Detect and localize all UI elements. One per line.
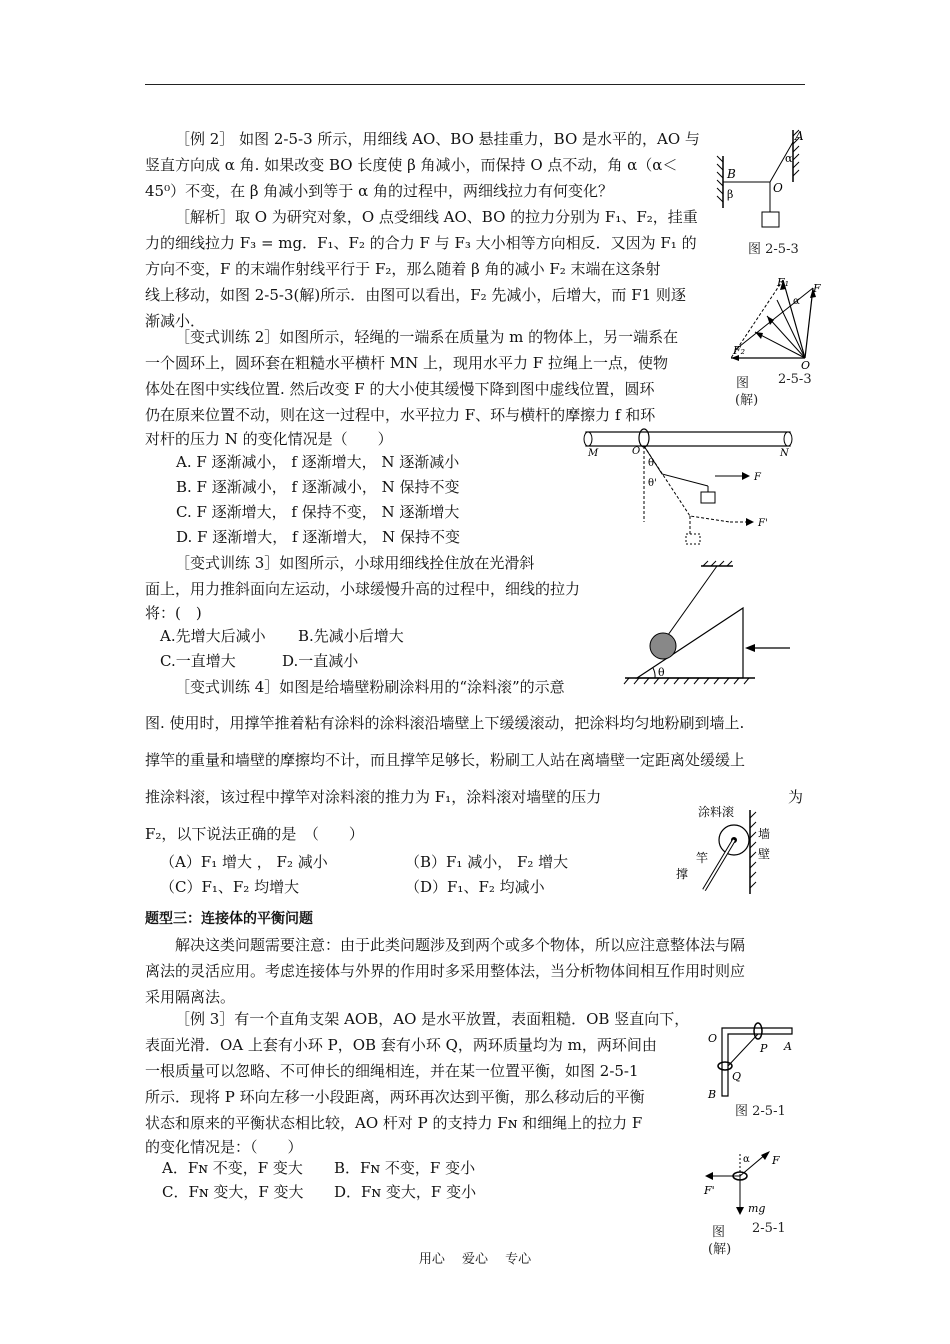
fig253s-label-alpha: α	[793, 296, 800, 307]
fig253s-caption-a: 图	[736, 376, 750, 391]
training4-line-1: ［变式训练 4］如图是给墙壁粉刷涂料用的“涂料滚”的示意	[175, 678, 565, 696]
type3-line-3: 采用隔离法。	[145, 988, 236, 1006]
figure-2-5-3	[715, 126, 810, 234]
example3-line-3: 一根质量可以忽略、不可伸长的细绳相连，并在某一位置平衡，如图 2-5-1	[145, 1062, 639, 1080]
page-footer: 用心 爱心 专心	[418, 1252, 532, 1267]
t2-label-N: N	[780, 448, 789, 459]
training4-line-4a: 推涂料滚，该过程中撑竿对涂料滚的推力为 F₁，涂料滚对墙壁的压力	[145, 788, 602, 806]
example3-line-2: 表面光滑．OA 上套有小环 P，OB 套有小环 Q，两环质量均为 m，两环间由	[145, 1036, 657, 1054]
t4-label-pole2: 竿	[696, 851, 709, 865]
fig251s-caption-a: 图	[712, 1225, 726, 1240]
training3-option-b: B.先减小后增大	[298, 627, 404, 645]
example3-option-d: D．Fɴ 变大，F 变小	[334, 1183, 477, 1201]
fig251s-label-mg: mg	[748, 1202, 766, 1215]
fig251-label-B: B	[708, 1088, 717, 1100]
training2-line-1: ［变式训练 2］如图所示，轻绳的一端系在质量为 m 的物体上，另一端系在	[175, 328, 679, 346]
training3-option-d: D.一直减小	[282, 652, 359, 670]
training4-line-3: 撑竿的重量和墙壁的摩擦均不计，而且撑竿足够长，粉刷工人站在离墙壁一定距离处缓缓上	[145, 751, 746, 769]
example3-line-1: ［例 3］有一个直角支架 AOB，AO 是水平放置，表面粗糙．OB 竖直向下，	[175, 1010, 690, 1028]
t3-label-theta: θ	[658, 666, 665, 679]
fig253s-label-F: F	[813, 282, 821, 295]
fig253s-caption-b: 2-5-3	[778, 372, 812, 387]
fig251-label-Q: Q	[732, 1070, 742, 1083]
example3-option-a: A．Fɴ 不变，F 变大	[162, 1159, 303, 1177]
fig251-caption: 图 2-5-1	[735, 1104, 786, 1119]
t2-label-F2: F'	[758, 518, 768, 529]
fig251s-label-F: F	[772, 1154, 780, 1167]
training4-option-d: （D）F₁、F₂ 均减小	[405, 878, 545, 896]
fig251-label-A: A	[784, 1040, 792, 1053]
example2-line-3: 45⁰）不变，在 β 角减小到等于 α 角的过程中，两细线拉力有何变化？	[145, 182, 613, 200]
t4-label-wall1: 墙	[758, 827, 771, 841]
fig251-label-P: P	[760, 1042, 768, 1055]
fig251s-caption-b: 2-5-1	[752, 1221, 786, 1236]
training3-line-2: 面上，用力推斜面向左运动，小球缓慢升高的过程中，细线的拉力	[145, 580, 581, 598]
example3-line-6: 的变化情况是：（ ）	[145, 1138, 303, 1156]
training4-option-b: （B）F₁ 减小， F₂ 增大	[405, 853, 569, 871]
type3-heading: 题型三：连接体的平衡问题	[145, 911, 313, 927]
fig251s-caption-c: (解)	[708, 1242, 732, 1257]
training2-option-d: D. F 逐渐增大， f 逐渐增大， N 保持不变	[176, 528, 460, 546]
t4-label-pole1: 撑	[676, 867, 689, 881]
training2-option-a: A. F 逐渐减小， f 逐渐增大， N 逐渐减小	[176, 453, 460, 471]
fig253-label-B: B	[727, 167, 736, 181]
type3-line-2: 离法的灵活应用。考虑连接体与外界的作用时多采用整体法，当分析物体间相互作用时则应	[145, 962, 746, 980]
training3-option-c: C.一直增大	[160, 652, 236, 670]
fig253s-caption-c: (解)	[735, 393, 759, 408]
fig253-label-beta: β	[727, 188, 734, 201]
training3-option-a: A.先增大后减小	[160, 627, 266, 645]
fig253-caption: 图 2-5-3	[748, 242, 799, 257]
fig251s-label-F2: F'	[704, 1184, 715, 1197]
t4-label-roller: 涂料滚	[698, 805, 735, 819]
training2-line-3: 体处在图中实线位置. 然后改变 F 的大小使其缓慢下降到图中虚线位置，圆环	[145, 380, 655, 398]
training3-line-1: ［变式训练 3］如图所示，小球用细线拴住放在光滑斜	[175, 554, 535, 572]
training4-line-2: 图. 使用时，用撑竿推着粘有涂料的涂料滚沿墙壁上下缓缓滚动，把涂料均匀地粉刷到墙上.	[145, 714, 745, 732]
analysis-line-2: 力的细线拉力 F₃ = mg．F₁、F₂ 的合力 F 与 F₃ 大小相等方向相反．又因为 F₁ 的	[145, 234, 697, 252]
fig253s-label-O: O	[801, 359, 811, 370]
t2-label-theta2: θ'	[648, 478, 657, 489]
training2-line-5: 对杆的压力 N 的变化情况是（ ）	[145, 430, 393, 448]
figure-2-5-1	[704, 1022, 799, 1100]
example2-line-2: 竖直方向成 α 角. 如果改变 BO 长度使 β 角减小，而保持 O 点不动，角 α（α＜	[145, 156, 678, 174]
fig253-label-O: O	[773, 181, 783, 195]
fig253-label-alpha: α	[785, 152, 793, 165]
t4-label-wall2: 壁	[758, 847, 771, 861]
analysis-line-5: 渐减小．	[145, 312, 206, 330]
training2-figure	[580, 426, 800, 552]
t2-label-O: O	[632, 446, 641, 457]
example3-line-5: 状态和原来的平衡状态相比较，AO 杆对 P 的支持力 Fɴ 和细绳上的拉力 F	[145, 1114, 643, 1132]
example3-option-c: C．Fɴ 变大，F 变大	[162, 1183, 304, 1201]
fig253s-label-F1: F₁	[777, 276, 790, 289]
fig251-label-O: O	[708, 1032, 718, 1045]
analysis-line-4: 线上移动，如图 2-5-3(解)所示．由图可以看出，F₂ 先减小，后增大，而 F1 则逐	[145, 286, 686, 304]
example2-line-1: ［例 2］ 如图 2-5-3 所示，用细线 AO、BO 悬挂重力，BO 是水平的，AO 与	[175, 130, 700, 148]
fig253-label-A: A	[795, 129, 804, 143]
training4-line-4b: 为	[788, 788, 804, 806]
fig253s-label-F2: F₂	[733, 344, 746, 357]
t2-label-theta1: θ	[648, 458, 655, 469]
t2-label-F: F	[754, 472, 761, 483]
training4-option-c: （C）F₁、F₂ 均增大	[160, 878, 300, 896]
example3-option-b: B．Fɴ 不变，F 变小	[334, 1159, 476, 1177]
training4-figure	[668, 798, 778, 898]
training2-line-2: 一个圆环上，圆环套在粗糙水平横杆 MN 上，现用水平力 F 拉绳上一点，使物	[145, 354, 668, 372]
t2-label-M: M	[588, 448, 599, 459]
training3-figure	[615, 560, 800, 686]
header-rule	[145, 84, 805, 85]
training2-option-c: C. F 逐渐增大， f 保持不变， N 逐渐增大	[176, 503, 460, 521]
figure-2-5-3-solution	[725, 270, 825, 370]
fig251s-label-alpha: α	[743, 1154, 750, 1165]
example3-line-4: 所示．现将 P 环向左移一小段距离，两环再次达到平衡，那么移动后的平衡	[145, 1088, 645, 1106]
type3-line-1: 解决这类问题需要注意：由于此类问题涉及到两个或多个物体，所以应注意整体法与隔	[175, 936, 746, 954]
training3-line-3: 将：( )	[145, 604, 202, 622]
figure-2-5-1-solution	[700, 1148, 795, 1220]
training2-line-4: 仍在原来位置不动，则在这一过程中，水平拉力 F、环与横杆的摩擦力 f 和环	[145, 406, 656, 424]
training4-option-a: （A）F₁ 增大 ， F₂ 减小	[160, 853, 328, 871]
training4-line-5: F₂，以下说法正确的是 （ ）	[145, 825, 364, 843]
analysis-line-1: ［解析］取 O 为研究对象，O 点受细线 AO、BO 的拉力分别为 F₁、F₂，挂重	[175, 208, 698, 226]
training2-option-b: B. F 逐渐减小， f 逐渐减小， N 保持不变	[176, 478, 460, 496]
analysis-line-3: 方向不变，F 的末端作射线平行于 F₂，那么随着 β 角的减小 F₂ 末端在这条射	[145, 260, 661, 278]
